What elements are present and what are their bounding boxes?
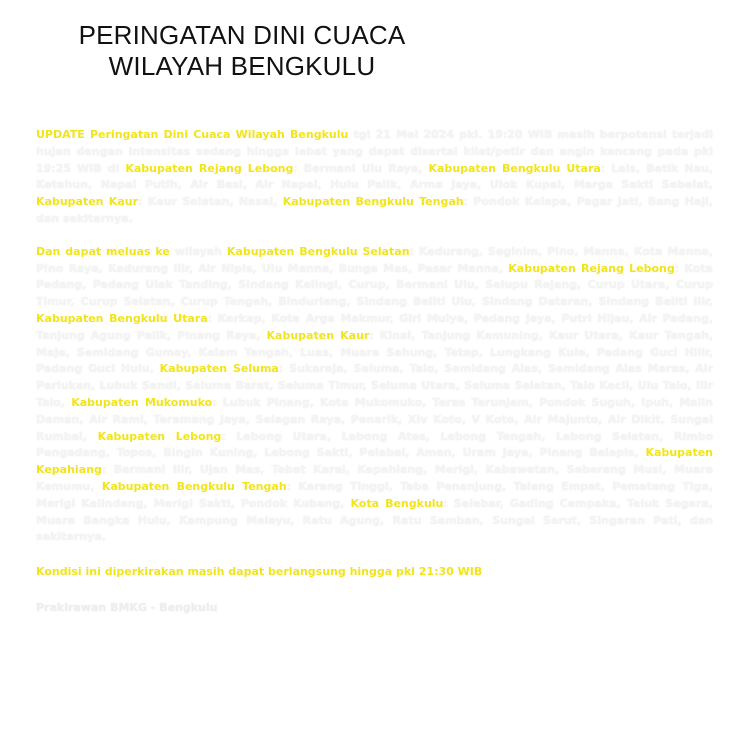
region-name: Kota Bengkulu <box>350 496 444 510</box>
region-areas: : Kaur Selatan, Nasal, <box>138 195 283 209</box>
region-name: Kabupaten Bengkulu Utara <box>428 161 601 175</box>
region-name: Kabupaten Seluma <box>159 362 279 376</box>
region-name: Kabupaten Bengkulu Tengah <box>282 195 464 209</box>
title-line-1: PERINGATAN DINI CUACA <box>78 20 406 50</box>
region-areas: : Lebong Utara, Lebong Atas, Lebong Tengah, Lebong Selatan, Rimbo Pengadang, Topos, Bingin Kuning, Lebong Sakti, Pelabai, Amen, Uram Jaya, Pinang Belapis, <box>36 429 714 460</box>
region-name: Kabupaten Bengkulu Utara <box>36 311 208 325</box>
region-name: Kabupaten Bengkulu Tengah <box>101 479 287 493</box>
region-areas: : Karang Tinggi, Taba Penanjung, Talang Empat, Pematang Tiga, Merigi Kelindang, Merigi Sakti, Pondok Kubang, <box>36 479 713 510</box>
expansion-intro: Dan dapat meluas ke <box>36 244 170 258</box>
region-areas: : Bermani Ulu Raya, <box>293 161 429 175</box>
title-line-2: WILAYAH BENGKULU <box>108 51 376 81</box>
region-areas: : Selebar, Gading Cempaka, Teluk Segara, Muara Bangka Hulu, Kampung Melayu, Ratu Agung, Ratu Samban, Sungai Serut, Singaran Pati, dan sekitarnya. <box>36 496 713 544</box>
region-areas: : Sukaraja, Seluma, Talo, Semidang Alas, Semidang Alas Maras, Air Periukan, Lubuk Sandi, Seluma Barat, Seluma Timur, Seluma Utara, Seluma Selatan, Talo Kecil, Ulu Talo, Ilir Talo, <box>36 362 714 409</box>
warning-intro: tgl 21 Mei 2024 pkl. 19:20 WIB masih berpotensi terjadi hujan dengan intensitas sedang hingga lebat yang dapat disertai kilat/petir dan angin kencang pada pkl 19:25 WIB di <box>36 128 713 175</box>
region-name: Kabupaten Lebong <box>97 429 222 443</box>
page-title <box>42 20 442 82</box>
region-areas: : Kedurang, Seginim, Pino, Manna, Kota Manna, Pino Raya, Kedurang Ilir, Air Nipis, Ulu Manna, Bunga Mas, Pasar Manna, <box>36 244 714 275</box>
current-warning-paragraph <box>36 127 713 228</box>
region-name: Kabupaten Kaur <box>266 328 370 342</box>
region-name: Kabupaten Rejang Lebong <box>125 161 294 175</box>
warning-body <box>36 127 713 617</box>
forecaster-credit: Prakirawan BMKG - Bengkulu <box>36 600 218 614</box>
region-areas: : Lubuk Pinang, Kota Mukomuko, Teras Terunjam, Pondok Suguh, Ipuh, Malin Deman, Air Rami, Teramang Jaya, Selagan Raya, Penarik, Xiv Koto, V Koto, Air Majunto, Air Dikit, Sungai Rumbai, <box>36 395 713 443</box>
region-areas: : Kinal, Tanjung Kemuning, Kaur Utara, Kaur Tengah, Maje, Semidang Gumay, Kelam Tengah, Luas, Muara Sahung, Tetap, Lungkang Kule, Padang Guci Hilir, Padang Guci Hulu, <box>36 328 714 376</box>
region-name: Kabupaten Kepahiang <box>36 446 713 477</box>
region-name: Kabupaten Kaur <box>36 195 139 209</box>
region-areas: : Pondok Kelapa, Pagar Jati, Bang Haji, dan sekitarnya. <box>36 195 713 225</box>
region-name: Kabupaten Rejang Lebong <box>508 261 675 275</box>
region-name: Kabupaten Bengkulu Selatan <box>226 244 410 258</box>
region-areas: : Kerkap, Kota Arga Makmur, Giri Mulya, Padang Jaya, Putri Hijau, Air Padang, Tanjung Agung Palik, Pinang Raya, <box>36 311 713 342</box>
region-name: Kabupaten Mukomuko <box>71 395 213 409</box>
expansion-paragraph <box>36 244 713 546</box>
region-areas: : Lais, Batik Nau, Ketahun, Napal Putih, Air Besi, Air Napal, Hulu Palik, Arma Jaya, Ulok Kupai, Marga Sakti Sebelat, <box>36 161 713 192</box>
expansion-intro-rest: wilayah <box>169 244 227 258</box>
update-label: UPDATE Peringatan Dini Cuaca Wilayah Bengkulu <box>36 128 349 141</box>
duration-note: Kondisi ini diperkirakan masih dapat berlangsung hingga pkl 21:30 WIB <box>36 565 483 579</box>
region-areas: : Bermani Ilir, Ujan Mas, Tebat Karai, Kepahiang, Merigi, Kabawetan, Seberang Musi, Muara Kemumu, <box>36 463 713 493</box>
region-areas: : Kota Padang, Padang Ulak Tanding, Sindang Kelingi, Curup, Bermani Ulu, Selupu Rejang, Curup Utara, Curup Timur, Curup Selatan, Curup Tengah, Binduriang, Sindang Beliti Ulu, Sindang Dataran, Sindang Beliti Ilir, <box>36 261 713 309</box>
